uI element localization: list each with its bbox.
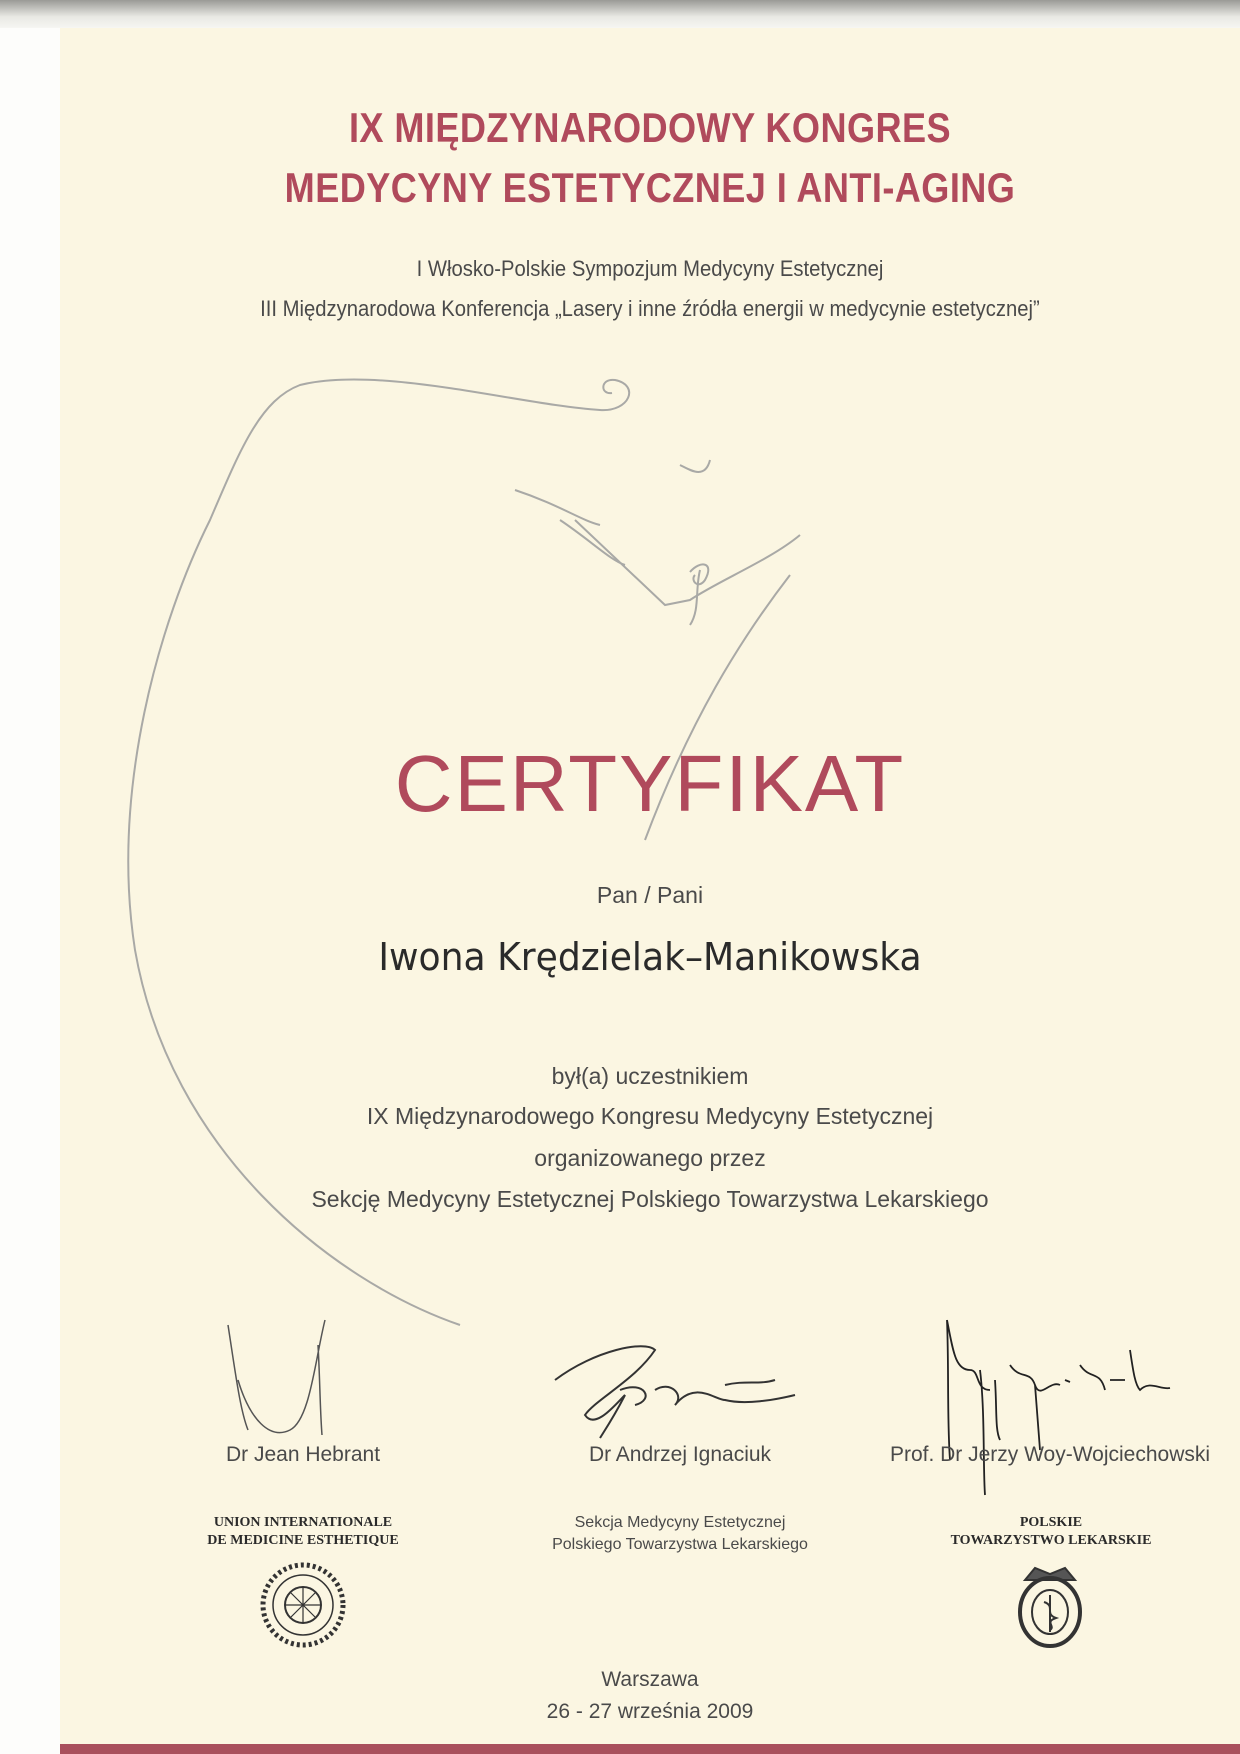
org-section — [552, 1512, 808, 1556]
body-line-4: Sekcję Medycyny Estetycznej Polskiego Towarzystwa Lekarskiego — [311, 1186, 989, 1212]
org-ptl — [951, 1514, 1152, 1550]
subtitle-line-2: III Międzynarodowa Konferencja „Lasery i inne źródła energii w medycynie estetycznej” — [260, 296, 1040, 321]
signature-ignaciuk — [545, 1330, 805, 1440]
org-ptl-line-1: POLSKIE — [1019, 1515, 1083, 1530]
ptl-crest-logo — [1010, 1560, 1090, 1650]
body-line-1: był(a) uczestnikiem — [551, 1063, 749, 1089]
recipient-name: Iwona Krędzielak–Manikowska — [378, 935, 922, 979]
uime-seal-logo — [258, 1560, 348, 1650]
certificate-heading: CERTYFIKAT — [394, 739, 906, 828]
body-line-2: IX Międzynarodowego Kongresu Medycyny Estetycznej — [366, 1103, 934, 1129]
body-line-3: organizowanego przez — [534, 1145, 766, 1171]
footer-date: 26 - 27 września 2009 — [546, 1700, 754, 1723]
title-line-1: IX MIĘDZYNARODOWY KONGRES — [348, 104, 952, 151]
bottom-accent-band — [60, 1744, 1240, 1754]
signature-hebrant — [220, 1310, 380, 1440]
signatory-name-1: Dr Jean Hebrant — [225, 1443, 381, 1466]
org-uime — [207, 1514, 398, 1550]
signatory-name-3: Prof. Dr Jerzy Woy-Wojciechowski — [889, 1443, 1211, 1466]
org-ptl-line-2: TOWARZYSTWO LEKARSKIE — [950, 1533, 1152, 1548]
footer-place: Warszawa — [601, 1668, 699, 1691]
salutation: Pan / Pani — [596, 882, 704, 908]
subtitle-line-1: I Włosko-Polskie Sympozjum Medycyny Estetycznej — [416, 256, 884, 281]
signature-woy-wojciechowski — [935, 1310, 1195, 1500]
title-line-2: MEDYCYNY ESTETYCZNEJ I ANTI-AGING — [284, 164, 1016, 211]
signatory-name-2: Dr Andrzej Ignaciuk — [588, 1443, 772, 1466]
org-uime-line-1: UNION INTERNATIONALE — [213, 1515, 393, 1530]
org-section-line-1: Sekcja Medycyny Estetycznej — [574, 1514, 786, 1531]
org-section-line-2: Polskiego Towarzystwa Lekarskiego — [552, 1536, 808, 1553]
org-uime-line-2: DE MEDICINE ESTHETIQUE — [207, 1533, 399, 1548]
